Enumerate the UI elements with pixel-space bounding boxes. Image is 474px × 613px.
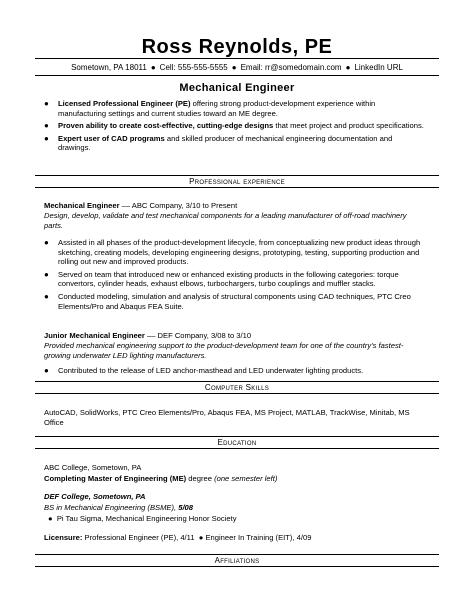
job-bullet-text: Assisted in all phases of the product-development lifecycle, from conceptualizing new product ideas through sketching, creating models, developing engineering designs, prototyping, testing, supporting production and rolling out new and improved products. [58, 238, 421, 267]
section-heading-text: Computer Skills [204, 383, 270, 392]
contact-separator: ● [345, 63, 351, 72]
contact-cell: Cell: 555-555-5555 [159, 63, 228, 72]
education-degree [44, 474, 434, 484]
education-school: DEF College, Sometown, PA [44, 492, 146, 501]
bullet-icon: ● [198, 533, 204, 542]
education-degree [44, 503, 434, 513]
bullet-icon: ● [44, 121, 49, 131]
section-heading-affiliations [35, 554, 439, 567]
job-company: –– DEF Company, 3/08 to 3/10 [144, 331, 252, 340]
summary-item-bold: Proven ability to create cost-effective, cutting-edge designs [58, 121, 274, 131]
summary-item [44, 134, 424, 153]
bullet-icon: ● [44, 291, 49, 301]
bullet-icon: ● [44, 269, 49, 279]
summary-item-text: and skilled producer of mechanical engineering documentation and drawings. [58, 133, 393, 153]
job-title: Mechanical Engineer [44, 201, 120, 210]
section-heading-experience [35, 175, 439, 188]
summary-item-bold: Expert user of CAD programs [58, 133, 165, 143]
education-degree-year: 5/08 [178, 503, 193, 512]
skills-text: AutoCAD, SolidWorks, PTC Creo Elements/Pro, Abaqus FEA, MS Project, MATLAB, TrackWise, Minitab, MS Office [44, 408, 410, 427]
contact-linkedin: LinkedIn URL [354, 63, 403, 72]
job-bullet [44, 366, 424, 376]
headline-title: Mechanical Engineer [179, 82, 295, 94]
contact-separator: ● [231, 63, 237, 72]
education-degree-note: (one semester left) [214, 474, 278, 483]
licensure-item: Engineer In Training (EIT), 4/09 [203, 533, 312, 542]
bullet-icon: ● [44, 99, 49, 108]
summary-item [44, 121, 424, 131]
section-heading-education [35, 436, 439, 449]
summary-item-bold: Licensed Professional Engineer (PE) [58, 99, 191, 108]
bullet-icon: ● [44, 133, 49, 143]
job-title: Junior Mechanical Engineer [44, 331, 145, 340]
section-heading-text: Affiliations [214, 556, 260, 565]
summary-item-text: offering strong product-development experience within manufacturing settings and current studies toward an ME degree. [58, 99, 376, 118]
job-bullet-text: Contributed to the release of LED anchor-masthead and LED underwater lighting products. [58, 366, 364, 375]
header-bottom-rule [35, 75, 439, 76]
section-heading-text: Professional experience [189, 177, 285, 186]
licensure-line [44, 533, 434, 543]
job-bullets [44, 238, 424, 314]
summary-list [44, 99, 424, 156]
education-degree-text: BS in Mechanical Engineering (BSME), [44, 503, 179, 512]
licensure-item: Professional Engineer (PE), 4/11 [82, 533, 195, 542]
section-heading-text: Education [217, 438, 257, 447]
education-honor-line [48, 514, 438, 524]
licensure-label: Licensure: [44, 533, 83, 542]
education-degree-text: degree [186, 474, 215, 483]
education-degree-bold: Completing Master of Engineering (ME) [44, 474, 187, 483]
bullet-icon: ● [44, 238, 49, 247]
job-bullet-text: Served on team that introduced new or enhanced existing products in the following categories: torque convertors, cylinder heads, exhaust elbows, turbochargers, turbo couplings and muffler stacks. [58, 269, 399, 289]
job-bullet [44, 292, 424, 311]
bullet-icon: ● [44, 366, 49, 375]
education-honor: Pi Tau Sigma, Mechanical Engineering Honor Society [56, 514, 237, 523]
contact-email: Email: rr@somedomain.com [240, 63, 342, 72]
job-description: Design, develop, validate and test mechanical components for a leading manufacturer of off-road machinery parts. [44, 211, 407, 230]
education-school: ABC College, Sometown, PA [44, 463, 142, 472]
bullet-icon: ● [48, 514, 53, 523]
contact-line [0, 63, 474, 72]
contact-separator: ● [150, 63, 156, 72]
section-heading-skills [35, 381, 439, 394]
job-title-line [44, 331, 434, 341]
contact-address: Sometown, PA 18011 [71, 63, 147, 72]
header-top-rule [35, 58, 439, 59]
job-description: Provided mechanical engineering support to the product-development team for one of the country's fastest-growing underwater LED lighting manufacturers. [44, 341, 404, 360]
job-title-line [44, 201, 434, 211]
summary-item [44, 99, 424, 118]
job-bullets [44, 366, 424, 379]
job-company: –– ABC Company, 3/10 to Present [119, 201, 238, 210]
summary-item-text: that meet project and product specifications. [273, 121, 424, 131]
job-bullet-text: Conducted modeling, simulation and analysis of structural components using CAD techniques, PTC Creo Elements/Pro and Abaqus FEA Suite. [58, 291, 411, 311]
job-bullet [44, 238, 424, 267]
candidate-name: Ross Reynolds, PE [141, 36, 333, 58]
job-bullet [44, 270, 424, 289]
